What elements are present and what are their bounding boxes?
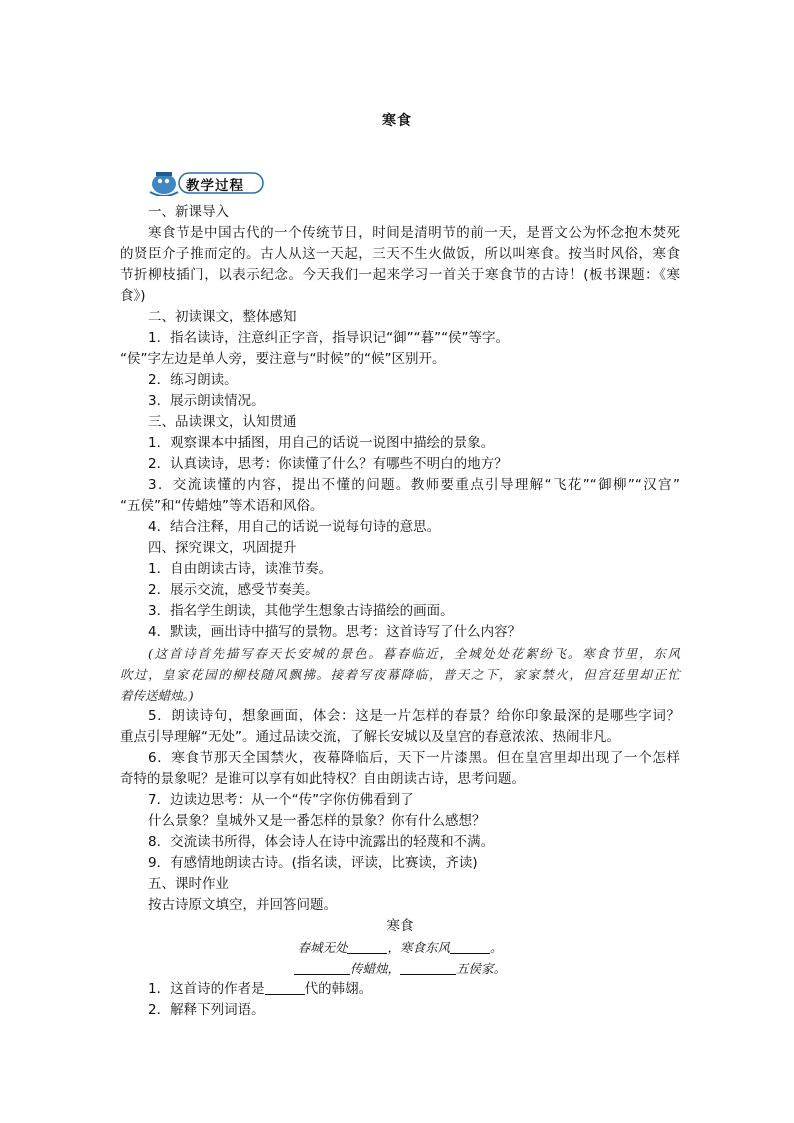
- text-line: 三、品读课文，认知贯通: [148, 414, 297, 430]
- text-line: 1．指名读诗，注意纠正字音，指导识记“御”“暮”“侯”等字。: [148, 330, 510, 346]
- text-line: 6．寒食节那天全国禁火，夜幕降临后，天下一片漆黑。但在皇宫里却出现了一个怎样: [148, 750, 680, 766]
- text-line: 4．结合注释，用自己的话说一说每句诗的意思。: [148, 519, 441, 535]
- poem-text: 。: [490, 940, 503, 955]
- poem-text: 传蜡烛，: [349, 961, 400, 976]
- text-line: 2．练习朗读。: [148, 372, 238, 388]
- text-line: 四、探究课文，巩固提升: [148, 540, 297, 556]
- teacher-mascot-icon: [150, 172, 178, 196]
- exercise-question-2: 2．解释下列词语。: [148, 1002, 265, 1018]
- text-line: 的贤臣介子推而定的。古人从这一天起，三天不生火做饭，所以叫寒食。按当时风俗，寒食: [120, 246, 680, 262]
- poem-text: ，寒食东风: [387, 940, 450, 955]
- text-line: 重点引导理解“无处”。通过品读交流，了解长安城以及皇宫的春意浓浓、热闹非凡。: [120, 729, 620, 745]
- text-line: 2．认真读诗，思考：你读懂了什么？有哪些不明白的地方？: [148, 456, 508, 472]
- poem-text: 春城无处: [297, 940, 348, 955]
- text-line: 3．展示朗读情况。: [148, 393, 265, 409]
- fill-blank[interactable]: [294, 960, 350, 975]
- fill-blank[interactable]: [400, 960, 456, 975]
- poem-text: 五侯家。: [456, 961, 507, 976]
- text-line: 奇特的景象呢？是谁可以享有如此特权？自由朗读古诗，思考问题。: [120, 771, 525, 787]
- text-line: 3．指名学生朗读，其他学生想象古诗描绘的画面。: [148, 603, 454, 619]
- text-line: (这首诗首先描写春天长安城的景色。暮春临近，全城处处花絮纷飞。寒食节里，东风: [148, 646, 680, 661]
- text-line: 节折柳枝插门，以表示纪念。今天我们一起来学习一首关于寒食节的古诗！(板书课题：《寒: [120, 267, 680, 283]
- text-line: “侯”字左边是单人旁，要注意与“时候”的“候”区别开。: [120, 351, 446, 367]
- text-line: 什么景象？皇城外又是一番怎样的景象？你有什么感想？: [148, 813, 486, 829]
- question-text: 1．这首诗的作者是: [148, 981, 265, 997]
- text-line: 1．观察课本中插图，用自己的话说一说图中描绘的景象。: [148, 435, 495, 451]
- text-line: 2．展示交流，感受节奏美。: [148, 582, 319, 598]
- text-line: 9．有感情地朗读古诗。(指名读，评读，比赛读，齐读): [148, 855, 478, 871]
- exercise-poem-title: 寒食: [386, 918, 414, 934]
- text-line: 寒食节是中国古代的一个传统节日，时间是清明节的前一天，是晋文公为怀念抱木焚死: [148, 225, 680, 241]
- lesson-content: [120, 202, 680, 1021]
- text-line: 一、新课导入: [148, 204, 229, 220]
- text-line: 3．交流读懂的内容，提出不懂的问题。教师要重点引导理解“飞花”“御柳”“汉宫”: [148, 477, 680, 493]
- text-line: 8．交流读书所得，体会诗人在诗中流露出的轻蔑和不满。: [148, 834, 495, 850]
- text-line: 五、课时作业: [148, 876, 229, 892]
- text-line: 食》): [120, 288, 146, 304]
- text-line: 着传送蜡烛。): [120, 688, 194, 703]
- text-line: 7．边读边思考：从一个“传”字你仿佛看到了: [148, 792, 414, 808]
- section-banner-label: 教学过程: [186, 178, 244, 194]
- text-line: 5．朗读诗句，想象画面，体会：这是一片怎样的春景？给你印象最深的是哪些字词？: [148, 708, 680, 724]
- question-text: 代的韩翃。: [304, 981, 373, 997]
- text-line: 二、初读课文，整体感知: [148, 309, 297, 325]
- text-line: 按古诗原文填空，并回答问题。: [148, 897, 337, 913]
- exercise-question-1: [120, 979, 680, 1000]
- fill-blank[interactable]: [265, 980, 305, 995]
- text-line: 1．自由朗读古诗，读准节奏。: [148, 561, 333, 577]
- text-line: “五侯”和“传蜡烛”等术语和风俗。: [120, 498, 324, 514]
- text-line: 4．默读，画出诗中描写的景物。思考：这首诗写了什么内容？: [148, 624, 522, 640]
- fill-blank[interactable]: [450, 939, 490, 954]
- text-line: 吹过，皇家花园的柳枝随风飘拂。接着写夜幕降临，普天之下，家家禁火，但宫廷里却正忙: [120, 667, 680, 682]
- exercise-poem-line-2: [120, 958, 680, 979]
- fill-blank[interactable]: [347, 939, 387, 954]
- exercise-poem-line-1: [120, 937, 680, 958]
- page-title: 寒食: [382, 113, 412, 129]
